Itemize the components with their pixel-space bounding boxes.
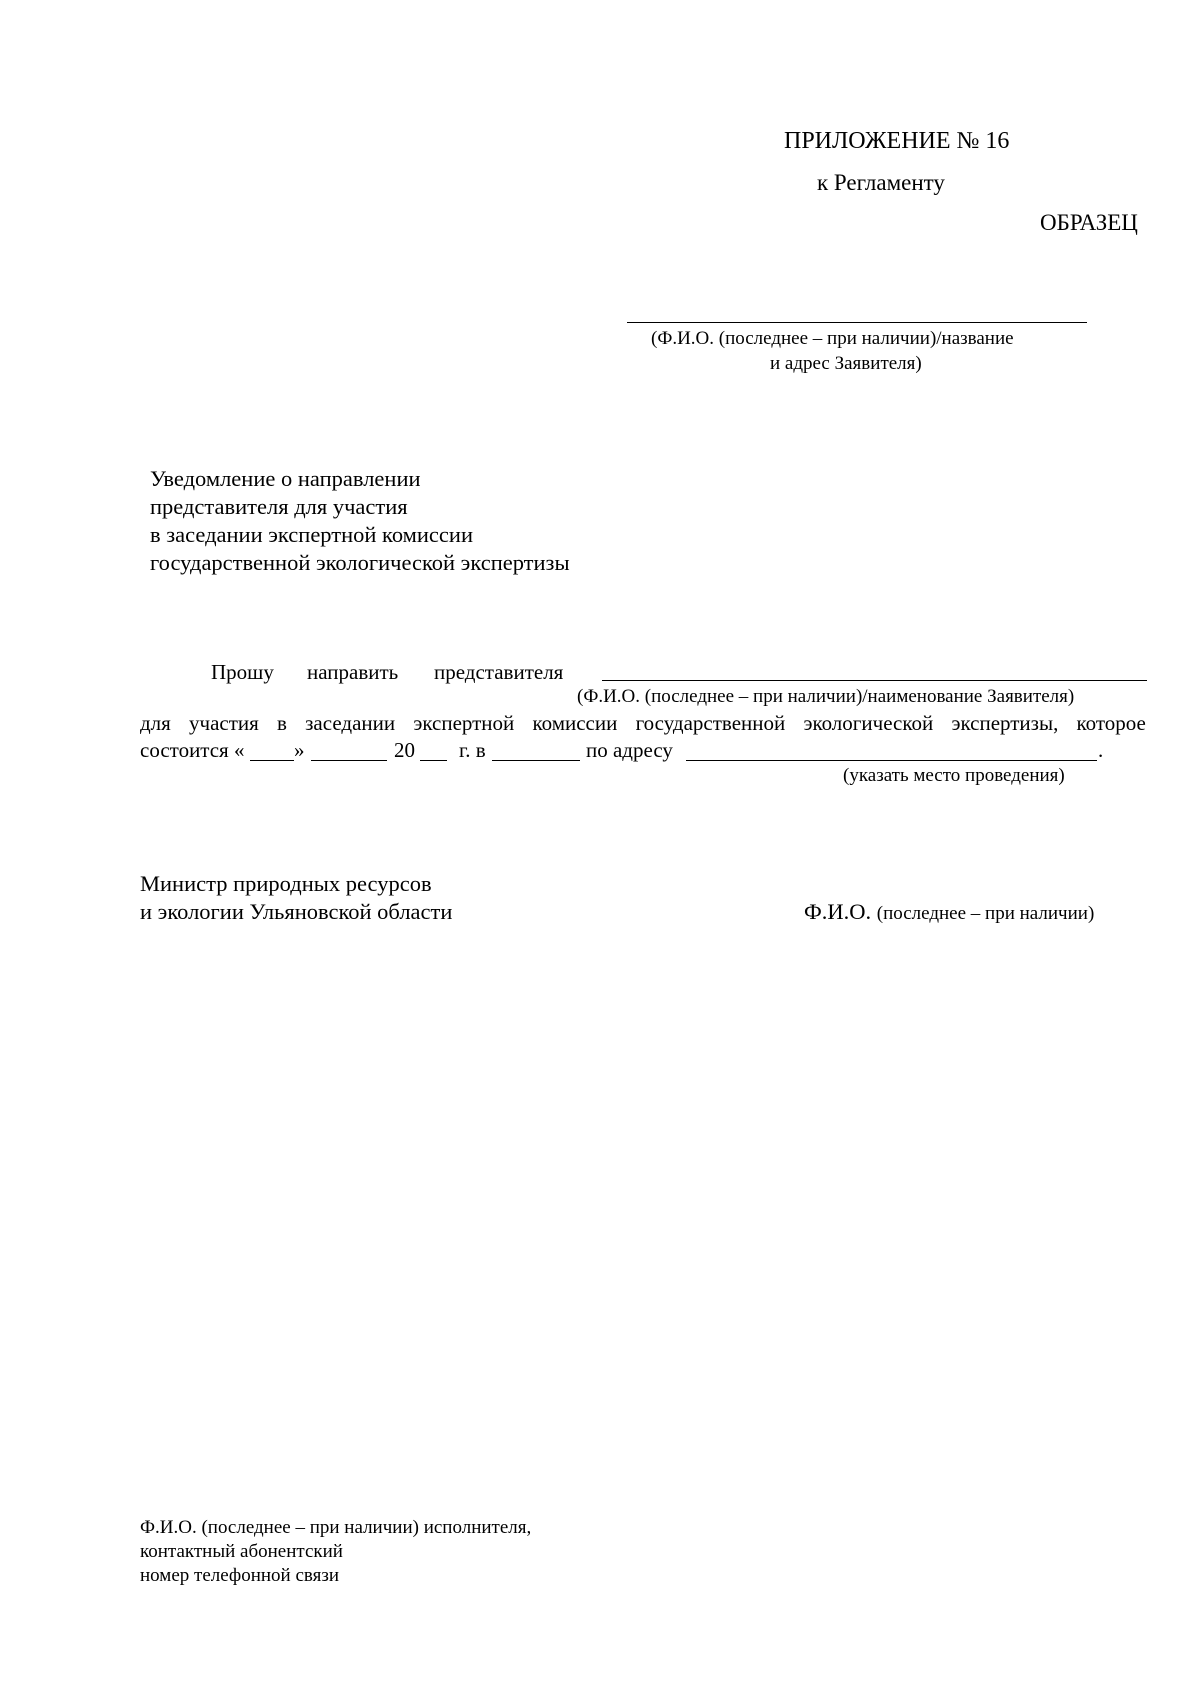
year-suffix: г. в <box>459 738 486 762</box>
footer-line: номер телефонной связи <box>140 1565 340 1586</box>
representative-fill-line[interactable] <box>602 680 1147 681</box>
body-word: участия <box>189 711 259 735</box>
body-word: для <box>140 711 171 735</box>
footer-line: контактный абонентский <box>140 1541 343 1562</box>
footer-line: Ф.И.О. (последнее – при наличии) исполнителя, <box>140 1517 532 1538</box>
request-word: представителя <box>434 660 564 684</box>
day-fill-line[interactable] <box>250 760 294 761</box>
body-word: экспертной <box>413 711 515 735</box>
end-dot: . <box>1098 738 1104 762</box>
appendix-title: ПРИЛОЖЕНИЕ № 16 <box>784 128 1010 154</box>
year-prefix: 20 <box>394 738 415 762</box>
title-line: представителя для участия <box>150 494 408 519</box>
document-title <box>150 465 570 577</box>
month-fill-line[interactable] <box>311 760 387 761</box>
quote-close: » <box>294 738 305 762</box>
place-caption: (указать место проведения) <box>843 765 1065 786</box>
request-line-2 <box>140 711 1146 736</box>
appendix-subtitle: к Регламенту <box>817 170 945 195</box>
title-line: государственной экологической экспертизы <box>150 550 570 575</box>
address-label: по адресу <box>586 738 673 762</box>
signature-name <box>804 899 1094 925</box>
signature-name-main: Ф.И.О. <box>804 899 872 924</box>
place-fill-line[interactable] <box>686 760 1097 761</box>
addressee-caption-line2: и адрес Заявителя) <box>770 353 922 374</box>
signer-line: и экологии Ульяновской области <box>140 899 453 924</box>
body-word: которое <box>1076 711 1146 735</box>
signature-name-note: (последнее – при наличии) <box>876 903 1095 924</box>
addressee-caption-line1: (Ф.И.О. (последнее – при наличии)/название <box>651 328 1014 349</box>
body-word: экологической <box>803 711 934 735</box>
body-word: государственной <box>635 711 786 735</box>
addressee-fill-line[interactable] <box>627 322 1087 323</box>
title-line: в заседании экспертной комиссии <box>150 522 473 547</box>
request-word: Прошу <box>211 660 274 684</box>
year-fill-line[interactable] <box>420 760 447 761</box>
sample-label: ОБРАЗЕЦ <box>1040 210 1138 235</box>
body-word: заседании <box>305 711 396 735</box>
time-fill-line[interactable] <box>492 760 580 761</box>
body-word: в <box>277 711 287 735</box>
representative-caption: (Ф.И.О. (последнее – при наличии)/наименование Заявителя) <box>577 686 1075 707</box>
body-word: комиссии <box>532 711 618 735</box>
request-word: направить <box>307 660 399 684</box>
body-word: экспертизы, <box>951 711 1059 735</box>
executor-contact <box>140 1516 531 1588</box>
signer-title <box>140 870 452 926</box>
will-take-place-text: состоится « <box>140 738 245 762</box>
signer-line: Министр природных ресурсов <box>140 871 432 896</box>
title-line: Уведомление о направлении <box>150 466 421 491</box>
